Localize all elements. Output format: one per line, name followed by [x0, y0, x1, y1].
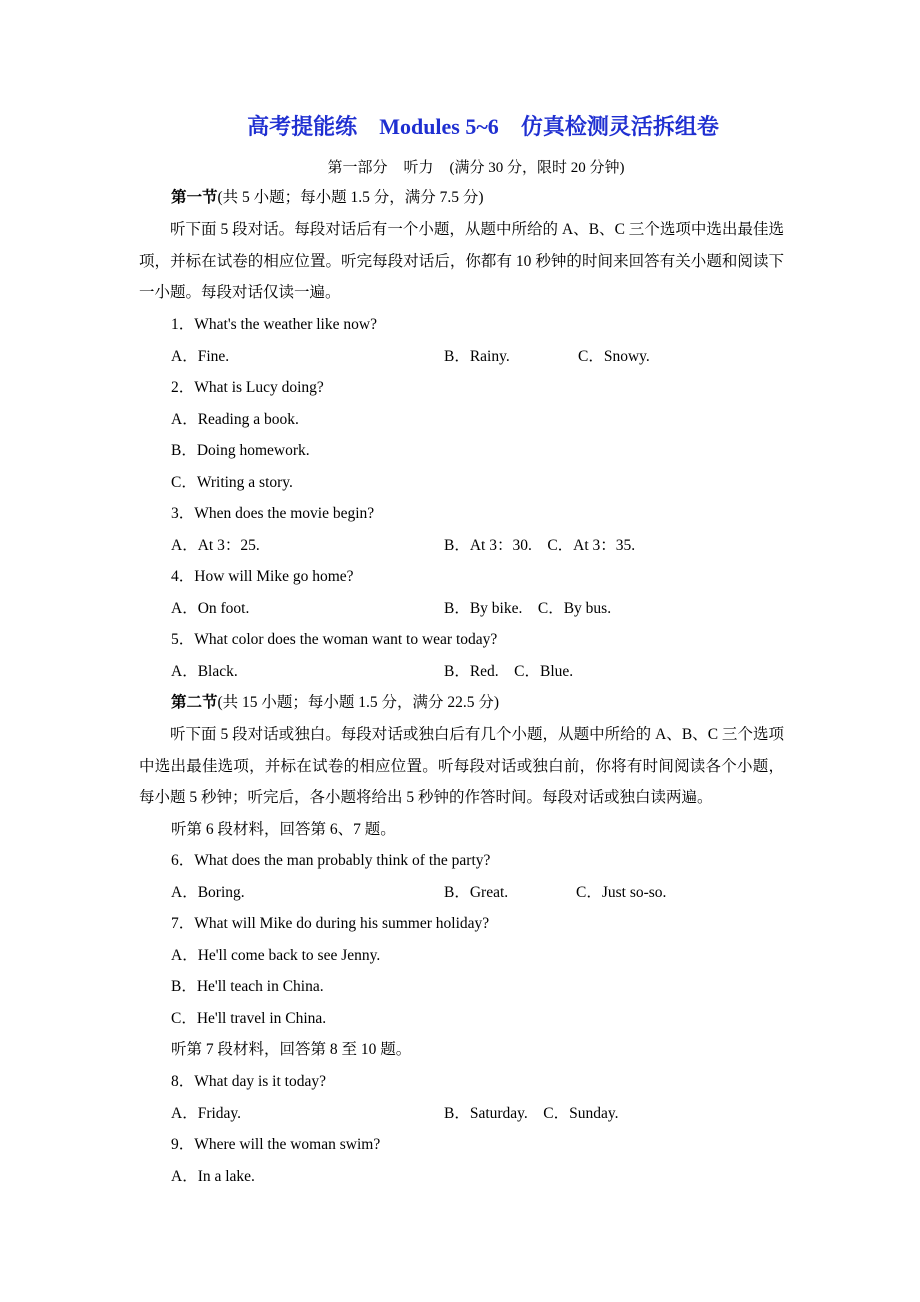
section2-heading	[171, 693, 499, 713]
subtitle-score-time: (满分 30 分，限时 20 分钟)	[449, 160, 625, 176]
q9-option-a: A．In a lake.	[171, 1168, 255, 1185]
q3-option-a: A．At 3：25.	[171, 537, 260, 554]
q2-option-a: A．Reading a book.	[171, 411, 299, 428]
q6-option-b: B．Great.	[444, 884, 509, 901]
q6-question: 6．What does the man probably think of the party?	[171, 852, 491, 869]
section1-instructions: 听下面 5 段对话。每段对话后有一个小题，从题中所给的 A、B、C 三个选项中选出最佳选项，并标在试卷的相应位置。听完每段对话后，你都有 10 秒钟的时间来回答有关小题和阅读下一小题。每段对话仅读一遍。	[139, 221, 784, 302]
q8-option-a: A．Friday.	[171, 1105, 242, 1122]
q6-option-c: C．Just so-so.	[576, 884, 667, 901]
q2-option-b: B．Doing homework.	[171, 442, 310, 459]
q3-option-bc: B．At 3：30. C．At 3：35.	[444, 537, 636, 554]
section1-heading	[171, 188, 484, 208]
section2-instructions: 听下面 5 段对话或独白。每段对话或独白后有几个小题，从题中所给的 A、B、C 三个选项中选出最佳选项，并标在试卷的相应位置。听每段对话或独白前，你将有时间阅读各个小题，每小题 5 秒钟；听完后，各小题将给出 5 秒钟的作答时间。每段对话或独白读两遍。	[139, 726, 784, 807]
q5-question: 5．What color does the woman want to wear today?	[171, 631, 498, 648]
q5-option-a: A．Black.	[171, 663, 238, 680]
q7-option-c: C．He'll travel in China.	[171, 1010, 327, 1027]
material6-note: 听第 6 段材料，回答第 6、7 题。	[171, 821, 396, 838]
q9-question: 9．Where will the woman swim?	[171, 1136, 381, 1153]
q6-option-a: A．Boring.	[171, 884, 245, 901]
section2-heading-bold: 第二节	[171, 694, 218, 711]
q1-option-a: A．Fine.	[171, 348, 230, 365]
title-chinese-tail: 仿真检测灵活拆组卷	[520, 114, 719, 139]
material7-note: 听第 7 段材料，回答第 8 至 10 题。	[171, 1041, 412, 1058]
q7-option-b: B．He'll teach in China.	[171, 978, 324, 995]
q1-option-b: B．Rainy.	[444, 348, 510, 365]
section1-heading-rest: (共 5 小题；每小题 1.5 分，满分 7.5 分)	[217, 189, 484, 206]
subtitle-listening: 听力	[403, 160, 434, 176]
q2-question: 2．What is Lucy doing?	[171, 379, 324, 396]
title-chinese-lead: 高考提能练	[247, 114, 358, 139]
q7-question: 7．What will Mike do during his summer holiday?	[171, 915, 490, 932]
section2-heading-rest: (共 15 小题；每小题 1.5 分，满分 22.5 分)	[217, 694, 500, 711]
section1-heading-bold: 第一节	[171, 189, 218, 206]
q3-question: 3．When does the movie begin?	[171, 505, 375, 522]
q1-option-c: C．Snowy.	[578, 348, 650, 365]
q4-question: 4．How will Mike go home?	[171, 568, 354, 585]
q4-option-bc: B．By bike. C．By bus.	[444, 600, 612, 617]
q8-option-bc: B．Saturday. C．Sunday.	[444, 1105, 619, 1122]
part-subtitle	[0, 156, 920, 177]
q7-option-a: A．He'll come back to see Jenny.	[171, 947, 381, 964]
title-modules: Modules 5~6	[379, 114, 499, 139]
q1-question: 1．What's the weather like now?	[171, 316, 377, 333]
q8-question: 8．What day is it today?	[171, 1073, 326, 1090]
subtitle-part: 第一部分	[327, 160, 388, 176]
page-title	[0, 110, 920, 141]
q2-option-c: C．Writing a story.	[171, 474, 293, 491]
q5-option-bc: B．Red. C．Blue.	[444, 663, 574, 680]
q4-option-a: A．On foot.	[171, 600, 250, 617]
